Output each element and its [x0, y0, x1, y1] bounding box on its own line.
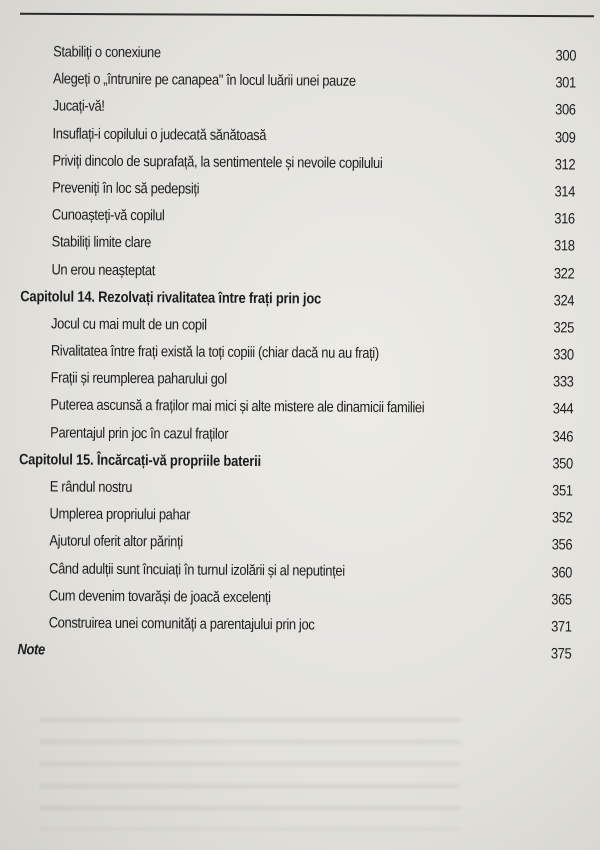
- toc-entry-title: Cunoașteți-vă copilul: [51, 206, 165, 225]
- toc-entry-page: 344: [552, 400, 574, 418]
- toc-chapter-title: Capitolul 15. Încărcați-vă propriile baterii: [18, 450, 262, 470]
- toc-entry-page: 365: [551, 591, 572, 609]
- toc-entry-page: 312: [554, 156, 576, 174]
- toc-entry: [0, 391, 574, 422]
- toc-chapter-title: Capitolul 14. Rezolvați rivalitatea între frați prin joc: [20, 287, 322, 308]
- toc-entry-title: Puterea ascunsă a fraților mai mici și alte mistere ale dinamicii familiei: [50, 396, 425, 417]
- toc-entry-title: Parentajul prin joc în cazul fraților: [50, 424, 229, 443]
- toc-entry-page: 346: [552, 427, 574, 446]
- toc-entry-title: Un erou neașteptat: [51, 260, 156, 279]
- toc-entry: [0, 174, 576, 205]
- toc-entry-title: Construirea unei comunități a parentajului prin joc: [48, 614, 315, 634]
- toc-entry-title: Stabiliți limite clare: [51, 233, 152, 252]
- toc-entry: [0, 147, 576, 178]
- toc-entry-page: 330: [553, 346, 574, 364]
- toc-entry: [0, 337, 574, 368]
- toc-chapter-heading: [0, 446, 573, 477]
- toc-entry-title: Jucați-vă!: [52, 97, 105, 116]
- toc-entry: [0, 201, 575, 232]
- toc-entry: [0, 473, 573, 504]
- toc-entry-page: 318: [554, 237, 575, 255]
- toc-entry-title: Umplerea propriului pahar: [49, 505, 191, 524]
- toc-entry-page: 352: [551, 509, 573, 527]
- toc-notes-page: 375: [550, 645, 572, 663]
- toc-chapter-page: 350: [552, 455, 573, 473]
- toc-entry: [0, 120, 576, 151]
- toc-entry-page: 333: [552, 373, 574, 391]
- toc-entry-page: 322: [553, 264, 575, 283]
- toc-entry: [0, 364, 574, 395]
- toc-entry-title: E rândul nostru: [49, 478, 133, 497]
- toc-entry-page: 351: [552, 482, 573, 500]
- toc-entry-title: Cum devenim tovarăși de joacă excelenți: [48, 587, 271, 606]
- toc-entry: [0, 555, 573, 586]
- toc-entry-page: 371: [551, 618, 572, 636]
- toc-entry-page: 309: [554, 128, 576, 147]
- reverse-side-bleed-through: [40, 700, 460, 830]
- toc-entry-title: Jocul cu mai mult de un copil: [51, 315, 207, 334]
- toc-entry-title: Rivalitatea între frați există la toți copiii (chiar dacă nu au frați): [50, 342, 379, 363]
- toc-entry-title: Insuflați-i copilului o judecată sănătoasă: [52, 124, 267, 144]
- toc-entry-page: 316: [554, 210, 575, 228]
- toc-entry: [0, 609, 572, 640]
- toc-entry: [0, 255, 575, 286]
- toc-entry-title: Ajutorul oferit altor părinți: [49, 532, 183, 551]
- toc-entry-page: 325: [553, 319, 575, 337]
- toc-entry-title: Stabiliți o conexiune: [53, 43, 161, 62]
- toc-entry-title: Alegeți o „întrunire pe canapea" în locul luării unei pauze: [52, 70, 356, 90]
- toc-chapter-heading: [0, 283, 575, 314]
- toc-entry: [0, 582, 572, 613]
- toc-entry-title: Preveniți în loc să pedepsiți: [52, 179, 200, 198]
- toc-entry-page: 360: [551, 563, 573, 582]
- toc-entry: [0, 527, 573, 558]
- toc-chapter-page: 324: [553, 292, 575, 310]
- toc-notes-title: Note: [17, 641, 45, 659]
- header-rule: [20, 13, 594, 18]
- toc-entry-page: 300: [555, 47, 577, 65]
- toc-entry-page: 356: [551, 536, 573, 554]
- toc-entry: [0, 228, 575, 259]
- toc-entry-title: Când adulții sunt încuiați în turnul izolării și al neputinței: [49, 559, 345, 580]
- toc-entry: [0, 92, 576, 123]
- toc-entry-page: 301: [555, 74, 576, 92]
- toc-entry: [0, 419, 574, 450]
- toc-entry: [0, 500, 573, 531]
- toc-entry: [0, 38, 577, 69]
- toc-entry: [0, 310, 575, 341]
- toc-entry-title: Frații și reumplerea paharului gol: [50, 369, 227, 389]
- toc-entry-page: 306: [555, 101, 576, 119]
- toc-entry-page: 314: [554, 183, 576, 201]
- toc-entry-title: Priviți dincolo de suprafață, la sentimentele și nevoile copilului: [52, 152, 383, 172]
- toc-entry: [0, 65, 576, 96]
- toc-notes-entry: [0, 636, 572, 667]
- table-of-contents: [0, 38, 600, 668]
